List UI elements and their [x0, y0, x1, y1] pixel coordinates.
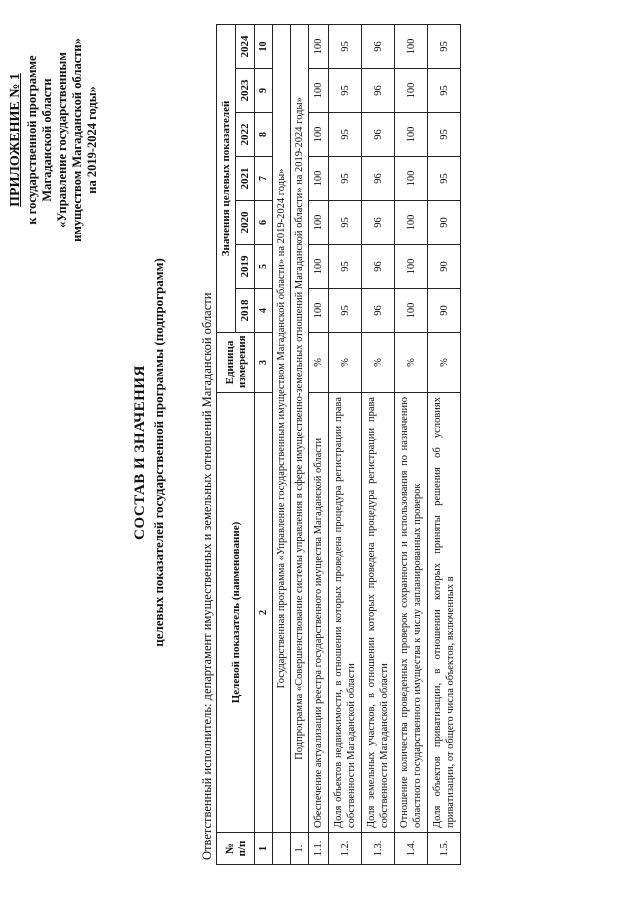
row-value: 96	[362, 245, 395, 289]
row-num: 1.1.	[309, 833, 329, 865]
program-row	[273, 24, 291, 864]
appendix-block	[8, 15, 100, 265]
appendix-line: имуществом Магаданской области»	[70, 38, 84, 242]
table-header-row	[217, 24, 236, 864]
row-indicator: Отношение количества проведенных проверок сохранности и использования по назначению областного государственного имущества к числу запланированных проверок	[395, 393, 428, 833]
row-value: 100	[309, 113, 329, 157]
table-row	[428, 24, 461, 864]
column-number-row	[255, 24, 273, 864]
column-number: 10	[255, 24, 273, 68]
heading-title: СОСТАВ И ЗНАЧЕНИЯ	[132, 365, 148, 540]
row-value: 100	[395, 69, 428, 113]
row-value: 95	[428, 113, 461, 157]
row-value: 100	[309, 289, 329, 333]
row-num: 1.2.	[329, 833, 362, 865]
row-value: 100	[309, 201, 329, 245]
row-value: 100	[395, 113, 428, 157]
header-year: 2021	[236, 157, 255, 201]
row-value: 96	[362, 24, 395, 68]
header-indicator: Целевой показатель (наименование)	[217, 393, 255, 833]
appendix-line: к государственной программе	[25, 55, 39, 225]
header-year: 2019	[236, 245, 255, 289]
appendix-title: ПРИЛОЖЕНИЕ № 1	[8, 73, 23, 207]
subprogram-title: Подпрограмма «Совершенствование системы управления в сфере имущественно-земельных отношений Магаданской области» на 2019-2024 годы»	[291, 24, 309, 832]
program-title: Государственная программа «Управление государственным имуществом Магаданской области» на 2019-2024 годы»	[273, 24, 291, 832]
row-value: 95	[329, 201, 362, 245]
row-value: 95	[428, 24, 461, 68]
row-value: 96	[362, 113, 395, 157]
row-value: 100	[395, 289, 428, 333]
table-row	[362, 24, 395, 864]
row-unit: %	[428, 333, 461, 393]
row-value: 95	[428, 157, 461, 201]
table-row	[309, 24, 329, 864]
header-year: 2023	[236, 69, 255, 113]
row-value: 90	[428, 289, 461, 333]
row-value: 95	[329, 157, 362, 201]
row-value: 96	[362, 157, 395, 201]
header-values: Значения целевых показателей	[217, 24, 236, 332]
row-value: 95	[428, 69, 461, 113]
row-value: 95	[329, 24, 362, 68]
row-value: 100	[395, 157, 428, 201]
column-number: 7	[255, 157, 273, 201]
subprogram-num: 1.	[291, 833, 309, 865]
row-value: 95	[329, 113, 362, 157]
column-number: 6	[255, 201, 273, 245]
program-num-cell	[273, 833, 291, 865]
row-indicator: Доля объектов приватизации, в отношении которых приняты решения об условиях приватизации, от общего числа объектов, включенных в	[428, 393, 461, 833]
column-number: 5	[255, 245, 273, 289]
row-value: 100	[309, 245, 329, 289]
row-value: 90	[428, 245, 461, 289]
appendix-line: Магаданской области	[40, 78, 54, 202]
row-num: 1.5.	[428, 833, 461, 865]
column-number: 4	[255, 289, 273, 333]
header-year: 2024	[236, 24, 255, 68]
row-value: 100	[395, 245, 428, 289]
row-value: 100	[309, 24, 329, 68]
heading-subtitle: целевых показателей государственной программы (подпрограмм)	[151, 258, 166, 647]
header-year: 2018	[236, 289, 255, 333]
row-num: 1.4.	[395, 833, 428, 865]
row-indicator: Обеспечение актуализации реестра государственного имущества Магаданской области	[309, 393, 329, 833]
column-number: 9	[255, 69, 273, 113]
row-value: 96	[362, 69, 395, 113]
row-value: 100	[395, 24, 428, 68]
row-value: 95	[329, 289, 362, 333]
row-unit: %	[362, 333, 395, 393]
row-unit: %	[329, 333, 362, 393]
header-year: 2022	[236, 113, 255, 157]
table-row	[395, 24, 428, 864]
table-row	[329, 24, 362, 864]
header-year: 2020	[236, 201, 255, 245]
row-value: 96	[362, 201, 395, 245]
row-value: 100	[395, 201, 428, 245]
column-number: 3	[255, 333, 273, 393]
row-value: 100	[309, 157, 329, 201]
column-number: 8	[255, 113, 273, 157]
row-unit: %	[395, 333, 428, 393]
subprogram-row	[291, 24, 309, 864]
row-value: 100	[309, 69, 329, 113]
row-value: 95	[329, 69, 362, 113]
appendix-line: «Управление государственным	[55, 52, 69, 228]
row-value: 90	[428, 201, 461, 245]
row-unit: %	[309, 333, 329, 393]
header-num: № п/п	[217, 833, 255, 865]
indicators-table	[216, 24, 461, 865]
row-indicator: Доля земельных участков, в отношении которых проведена процедура регистрации права собственности Магаданской области	[362, 393, 395, 833]
column-number: 1	[255, 833, 273, 865]
column-number: 2	[255, 393, 273, 833]
row-value: 95	[329, 245, 362, 289]
row-num: 1.3.	[362, 833, 395, 865]
header-unit: Единица измерения	[217, 333, 255, 393]
responsible-executor: Ответственный исполнитель: департамент имущественных и земельных отношений Магаданской области	[200, 292, 214, 860]
document-heading	[132, 200, 167, 705]
row-value: 96	[362, 289, 395, 333]
row-indicator: Доля объектов недвижимости, в отношении которых проведена процедура регистрации права собственности Магаданской области	[329, 393, 362, 833]
appendix-line: на 2019-2024 годы»	[85, 86, 99, 194]
